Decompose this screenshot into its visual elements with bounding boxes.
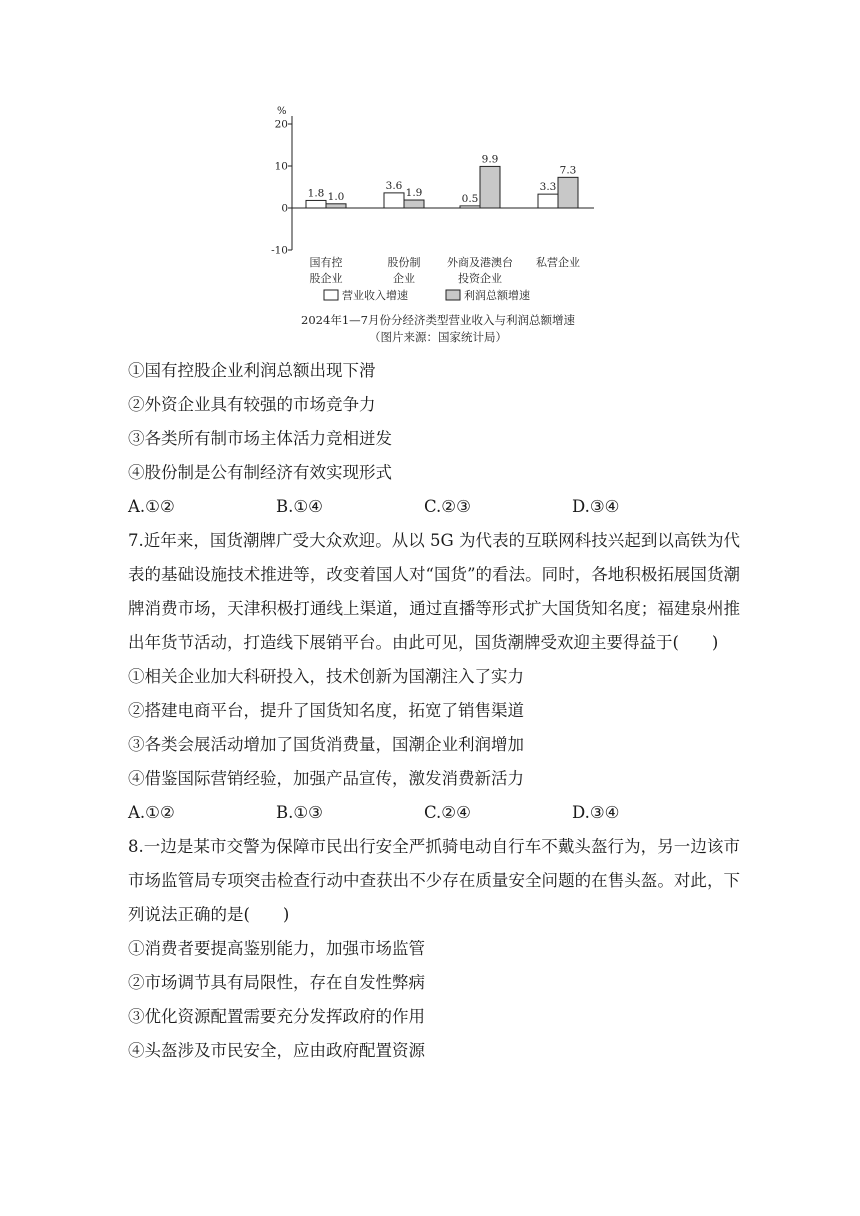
bar-revenue <box>306 200 326 208</box>
q8-stem: 8.一边是某市交警为保障市民出行安全严抓骑电动自行车不戴头盔行为，另一边该市市场监管局专项突击检查行动中查获出不少存在质量安全问题的在售头盔。对此，下列说法正确的是( ) <box>128 837 740 924</box>
chart-title: 2024年1—7月份分经济类型营业收入与利润总额增速 <box>301 313 575 327</box>
data-label: 1.0 <box>327 190 345 203</box>
x-tick-label: 国有控 <box>309 256 343 269</box>
q6-items <box>128 354 740 490</box>
q7-option-b[interactable]: B.①③ <box>276 803 323 822</box>
q8-items <box>128 932 740 1068</box>
x-tick-label: 股份制 <box>387 256 421 269</box>
q6-item-3: ③各类所有制市场主体活力竞相迸发 <box>128 429 392 448</box>
bar-profit <box>480 166 500 208</box>
data-label: 3.6 <box>385 179 403 192</box>
data-label: 7.3 <box>559 164 577 177</box>
data-label: 3.3 <box>539 181 557 194</box>
legend-swatch <box>446 290 460 300</box>
y-tick-label: 10 <box>274 160 288 173</box>
legend-swatch <box>324 290 338 300</box>
x-tick-label: 私营企业 <box>536 256 580 269</box>
q6-item-4: ④股份制是公有制经济有效实现形式 <box>128 463 392 482</box>
x-tick-label: 股企业 <box>309 272 343 285</box>
chart-legend <box>324 288 530 302</box>
q7-item-1: ①相关企业加大科研投入，技术创新为国潮注入了实力 <box>128 667 524 686</box>
data-label: 9.9 <box>481 153 499 166</box>
q6-option-b[interactable]: B.①④ <box>276 497 323 516</box>
chart-bars <box>306 166 578 208</box>
chart-labels <box>308 153 580 285</box>
q7-item-3: ③各类会展活动增加了国货消费量，国潮企业利润增加 <box>128 735 524 754</box>
q6-option-a[interactable]: A.①② <box>128 497 175 516</box>
legend-label: 营业收入增速 <box>342 289 408 302</box>
bar-revenue <box>460 206 480 208</box>
bar-profit <box>326 204 346 208</box>
data-label: 1.8 <box>307 187 325 200</box>
q6-option-c[interactable]: C.②③ <box>424 497 471 516</box>
q7-options <box>128 796 740 830</box>
bar-chart <box>260 96 620 358</box>
q7-option-d[interactable]: D.③④ <box>572 803 620 822</box>
bar-revenue <box>538 194 558 208</box>
y-tick-label: -10 <box>271 244 288 257</box>
y-tick-label: 0 <box>281 202 288 215</box>
x-tick-label: 企业 <box>393 272 415 285</box>
q7-stem: 7.近年来，国货潮牌广受大众欢迎。从以 5G 为代表的互联网科技兴起到以高铁为代表的基础设施技术推进等，改变着国人对“国货”的看法。同时，各地积极拓展国货潮牌消费市场，天津积极打通线上渠道，通过直播等形式扩大国货知名度；福建泉州推出年货节活动，打造线下展销平台。由此可见，国货潮牌受欢迎主要得益于( ) <box>128 531 740 652</box>
q7-option-a[interactable]: A.①② <box>128 803 175 822</box>
q8-item-4: ④头盔涉及市民安全，应由政府配置资源 <box>128 1041 425 1060</box>
chart-subtitle: （图片来源：国家统计局） <box>369 330 507 344</box>
questions <box>128 354 740 1068</box>
q8-item-3: ③优化资源配置需要充分发挥政府的作用 <box>128 1007 425 1026</box>
bar-profit <box>404 200 424 208</box>
data-label: 1.9 <box>405 187 423 200</box>
q7-items <box>128 660 740 796</box>
y-axis-unit: % <box>277 106 287 117</box>
q8-item-2: ②市场调节具有局限性，存在自发性弊病 <box>128 973 425 992</box>
x-tick-label: 外商及港澳台 <box>447 256 513 269</box>
bar-revenue <box>384 193 404 208</box>
q7-item-4: ④借鉴国际营销经验，加强产品宣传，激发消费新活力 <box>128 769 524 788</box>
bar-profit <box>558 177 578 208</box>
y-tick-label: 20 <box>274 118 288 131</box>
q6-item-1: ①国有控股企业利润总额出现下滑 <box>128 361 376 380</box>
legend-label: 利润总额增速 <box>464 289 530 302</box>
q6-option-d[interactable]: D.③④ <box>572 497 620 516</box>
q8-item-1: ①消费者要提高鉴别能力，加强市场监管 <box>128 939 425 958</box>
q6-item-2: ②外资企业具有较强的市场竞争力 <box>128 395 376 414</box>
q7-item-2: ②搭建电商平台，提升了国货知名度，拓宽了销售渠道 <box>128 701 524 720</box>
q7-option-c[interactable]: C.②④ <box>424 803 471 822</box>
x-tick-label: 投资企业 <box>458 272 502 285</box>
q6-options <box>128 490 740 524</box>
data-label: 0.5 <box>461 192 479 205</box>
